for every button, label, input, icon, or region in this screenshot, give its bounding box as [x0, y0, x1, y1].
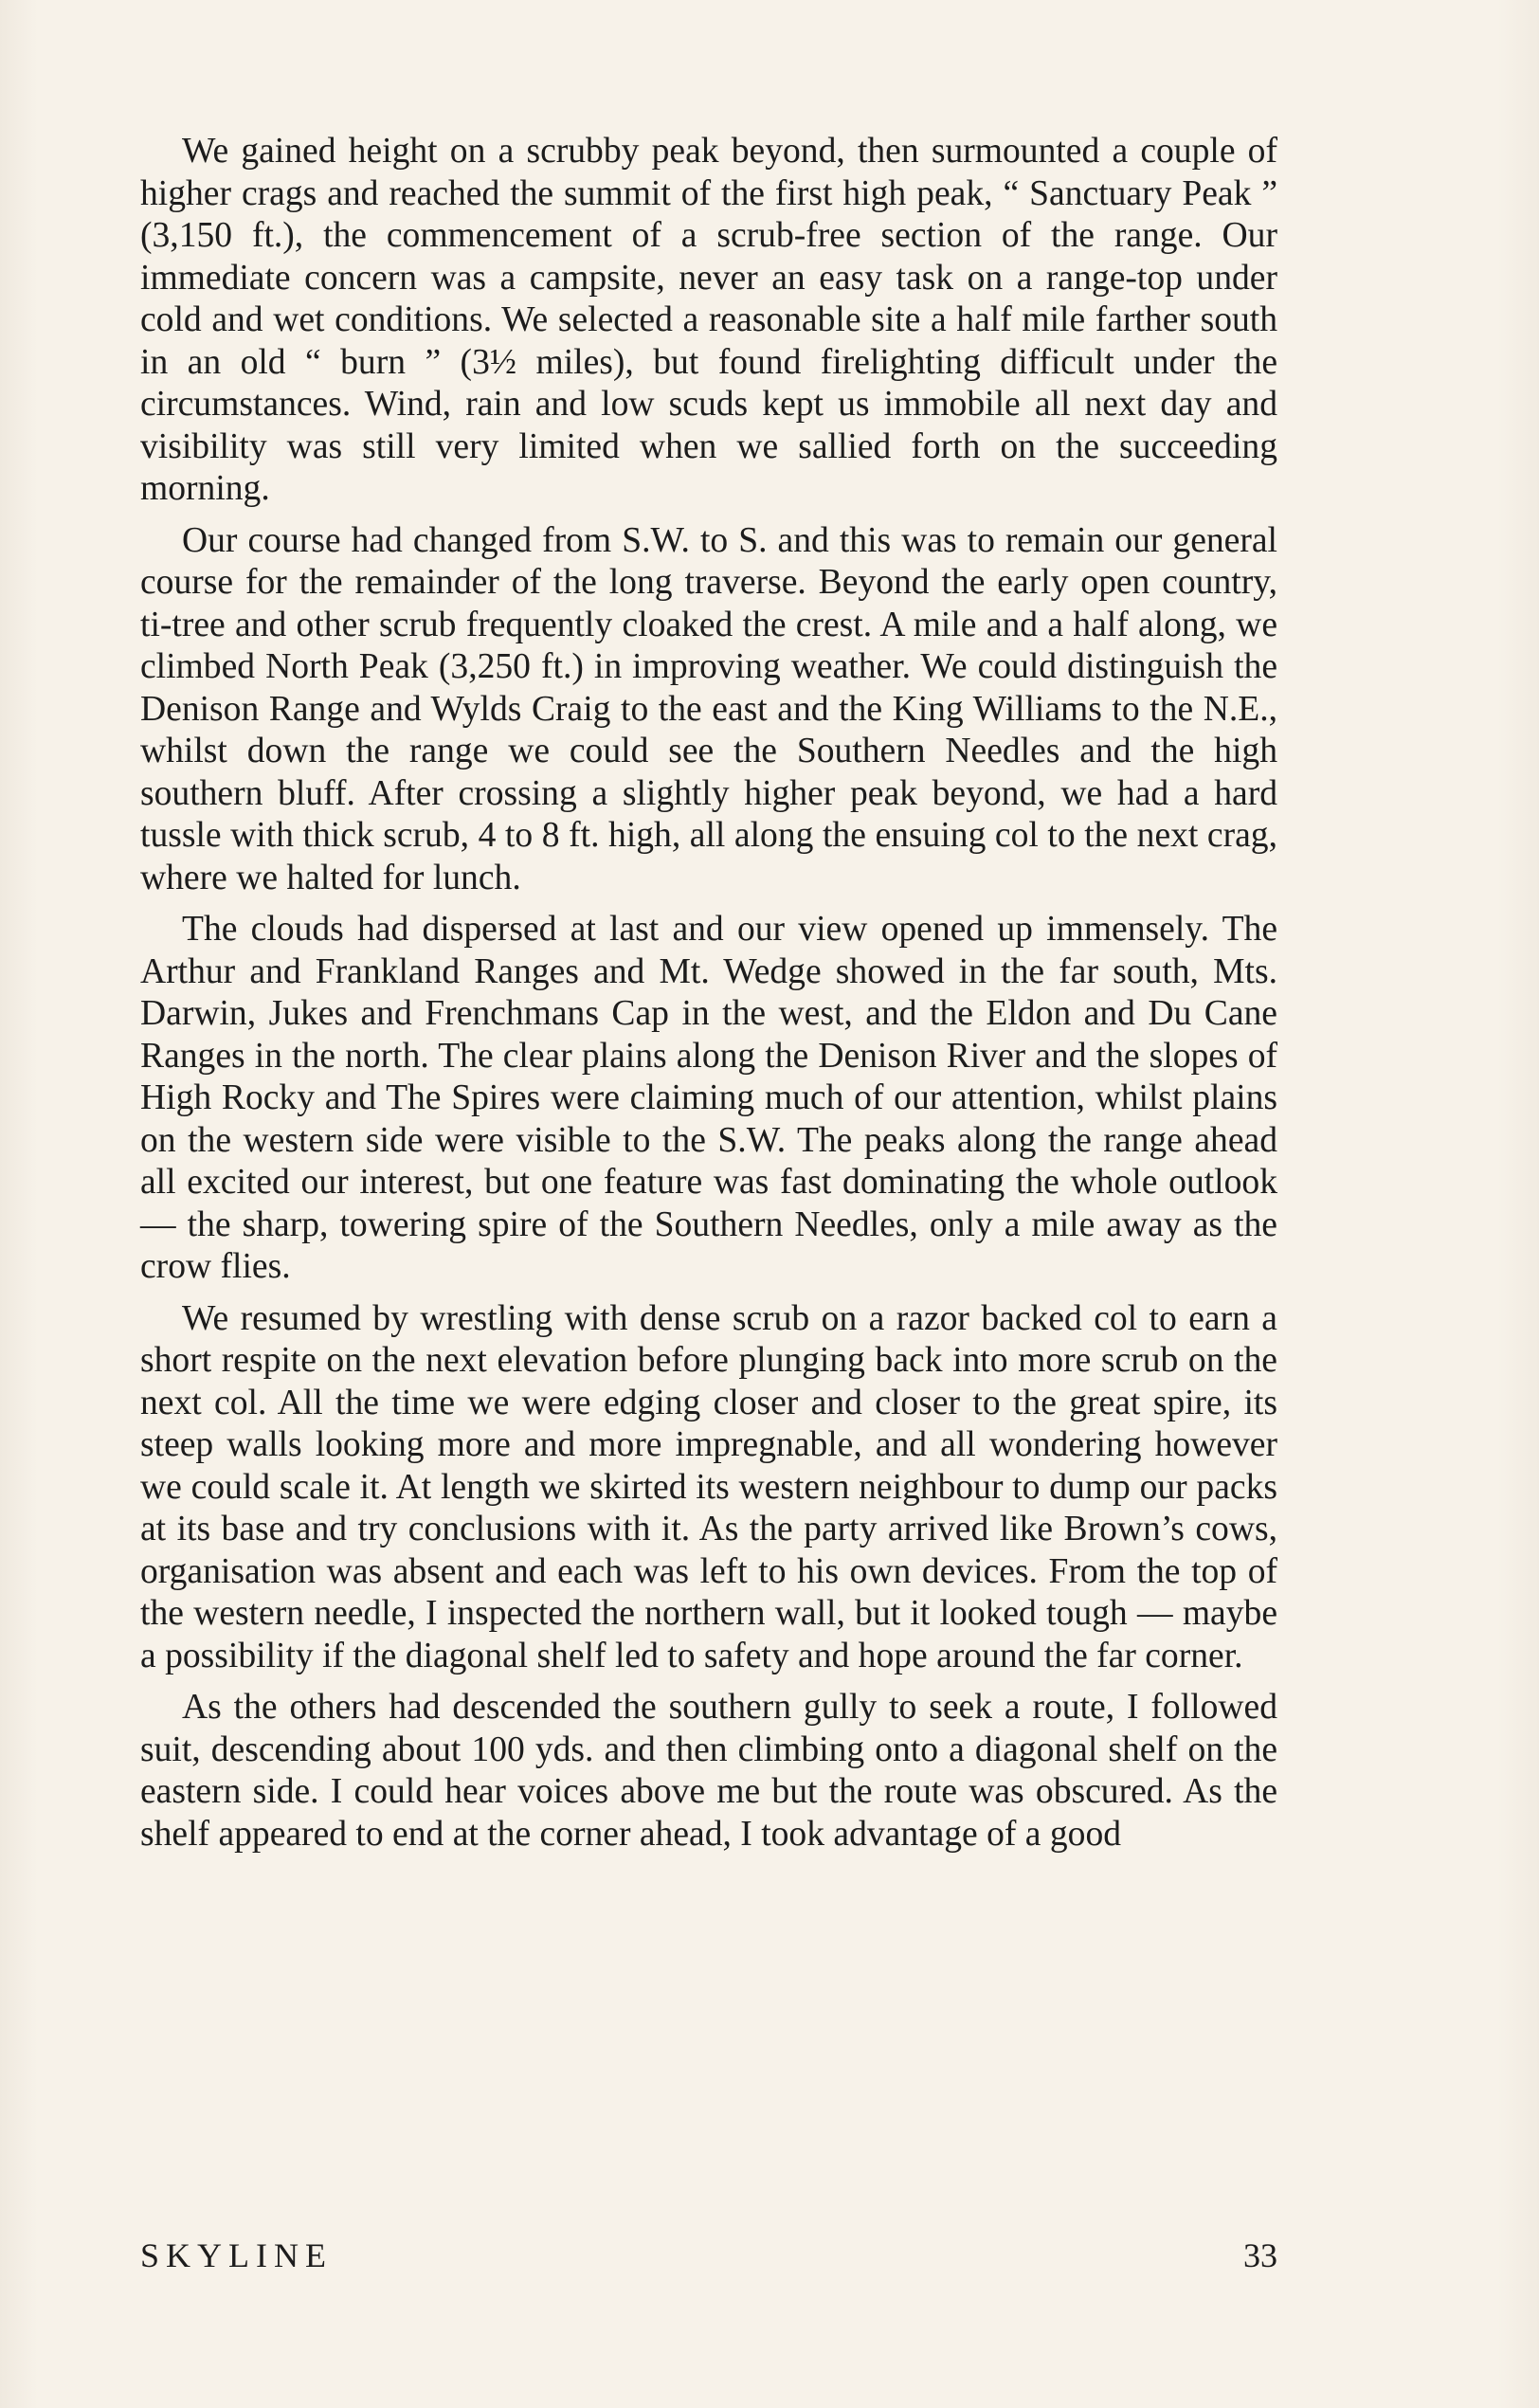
- page-number: 33: [1243, 2236, 1277, 2274]
- publication-title: SKYLINE: [140, 2236, 333, 2274]
- paragraph-5: As the others had descended the southern gully to seek a route, I followed suit, descending about 100 yds. and then climbing onto a diagonal shelf on the eastern side. I could hear voices above me but the route was obscured. As the shelf appeared to end at the corner ahead, I took advantage of a good: [140, 1688, 1277, 1854]
- paragraph-4: We resumed by wrestling with dense scrub on a razor backed col to earn a short respite on the next elevation before plunging back into more scrub on the next col. All the time we were edging closer and closer to the great spire, its steep walls looking more and more impregnable, and all wondering however we could scale it. At length we skirted its western neighbour to dump our packs at its base and try conclusions with it. As the party arrived like Brown’s cows, organisation was absent and each was left to his own devices. From the top of the western needle, I inspected the northern wall, but it looked tough — maybe a possibility if the diagonal shelf led to safety and hope around the far corner.: [140, 1298, 1277, 1675]
- page-footer: [140, 2233, 1277, 2278]
- paragraph-2: Our course had changed from S.W. to S. and this was to remain our general course for the remainder of the long traverse. Beyond the early open country, ti-tree and other scrub frequently cloaked the crest. A mile and a half along, we climbed North Peak (3,250 ft.) in improving weather. We could distinguish the Denison Range and Wylds Craig to the east and the King Williams to the N.E., whilst down the range we could see the Southern Needles and the high southern bluff. After crossing a slightly higher peak beyond, we had a hard tussle with thick scrub, 4 to 8 ft. high, all along the ensuing col to the next crag, where we halted for lunch.: [140, 520, 1277, 897]
- paragraph-3: The clouds had dispersed at last and our view opened up immensely. The Arthur and Frankland Ranges and Mt. Wedge showed in the far south, Mts. Darwin, Jukes and Frenchmans Cap in the west, and the Eldon and Du Cane Ranges in the north. The clear plains along the Denison River and the slopes of High Rocky and The Spires were claiming much of our attention, whilst plains on the western side were visible to the S.W. The peaks along the range ahead all excited our interest, but one feature was fast dominating the whole outlook — the sharp, towering spire of the Southern Needles, only a mile away as the crow flies.: [140, 910, 1277, 1286]
- paragraph-1: We gained height on a scrubby peak beyond, then surmounted a couple of higher crags and reached the summit of the first high peak, “ Sanctuary Peak ” (3,150 ft.), the commencement of a scrub-free section of the range. Our immediate concern was a campsite, never an easy task on a range-top under cold and wet conditions. We selected a reasonable site a half mile farther south in an old “ burn ” (3½ miles), but found firelighting difficult under the circumstances. Wind, rain and low scuds kept us immobile all next day and visibility was still very limited when we sallied forth on the succeeding morning.: [140, 132, 1277, 508]
- body-text: [140, 131, 1277, 1865]
